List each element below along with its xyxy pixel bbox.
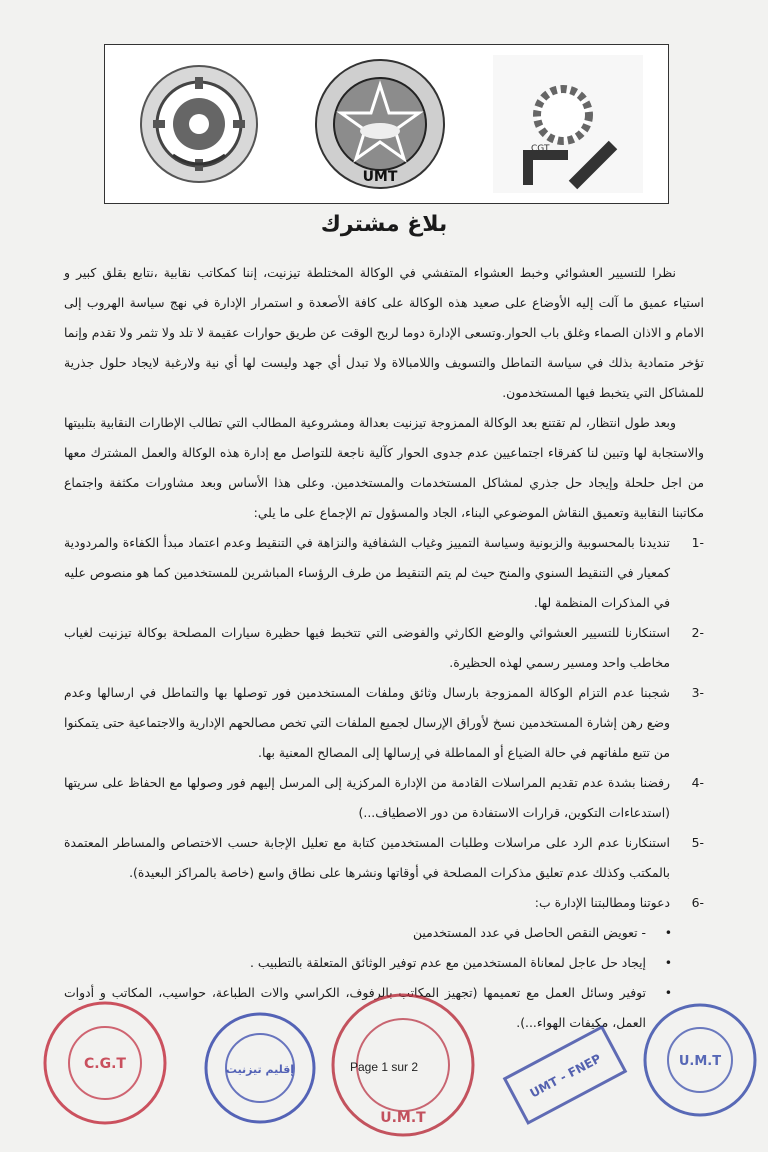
list-item xyxy=(64,528,704,618)
document-title: بلاغ مشترك xyxy=(320,212,448,237)
logo-strip xyxy=(104,44,669,204)
paragraph: نظرا للتسيير العشوائي وخبط العشواء المتفشي في الوكالة المختلطة تيزنيت، إننا كمكاتب نقابية ،نتابع بقلق كبير و استياء عميق ما آلت إليه الأوضاع على صعيد هذه الوكالة على كافة الأصعدة و استمرار الإدارة في نهج سياسة الهروب إلى الامام و الاذان الصماء وغلق باب الحوار.وتسعى الإدارة دوما لربح الوقت عن طريق حوارات عقيمة لا تلد ولا تثمر ولا تقدم وإنما تؤخر متمادية بذلك في سياسة التماطل والتسويف واللامبالاة ولا تبدل أي جهد وليست لها أي نية ولارغبة لايجاد حلول جذرية للمشاكل التي يتخبط فيها المستخدمون. xyxy=(64,265,704,400)
cgt-logo xyxy=(493,55,643,193)
paragraph: وبعد طول انتظار، لم تقتنع بعد الوكالة الممزوجة تيزنيت بعدالة ومشروعية المطالب التي تطالب الإطارات النقابية بتلبيتها والاستجابة لها وتبين لنا كفرقاء اجتماعيين عدم جدوى الحوار كآلية ناجعة للتواصل مع إدارة هذه الوكالة والعمل المشترك معها من اجل حلحلة وإيجاد حل جذري لمشاكل المستخدمات والمستخدمين. وعلى هذا الأساس وبعد مشاورات مكثفة واجتماع مكاتبنا النقابية وتعميق النقاش الموضوعي البناء، الجاد والمسؤول تم الإجماع على ما يلي: xyxy=(64,415,704,520)
bullet-item: • - تعويض النقص الحاصل في عدد المستخدمين xyxy=(64,918,646,948)
svg-text:UMT - FNEP: UMT - FNEP xyxy=(527,1051,604,1101)
fnep-stamp xyxy=(500,1010,630,1140)
list-item xyxy=(64,678,704,768)
list-item xyxy=(64,768,704,828)
item-number: 6- xyxy=(691,895,704,910)
item-text: استنكارنا للتسيير العشوائي والوضع الكارثي والفوضى التي تتخبط فيها حظيرة سيارات المصلحة بوكالة تيزنيت لغياب مخاطب واحد ومسير رسمي لهذه الحظيرة. xyxy=(64,625,670,670)
svg-text:CGT: CGT xyxy=(531,144,550,154)
item-number: 1- xyxy=(691,535,704,550)
item-number: 2- xyxy=(691,625,704,640)
svg-text:إقليم تيزنيت: إقليم تيزنيت xyxy=(225,1063,295,1076)
svg-text:UMT: UMT xyxy=(362,169,398,185)
bullet-item: • إيجاد حل عاجل لمعاناة المستخدمين مع عدم توفير الوثائق المتعلقة بالتطبيب . xyxy=(64,948,646,978)
document-body xyxy=(64,258,704,1038)
cdt-logo xyxy=(133,55,265,193)
item-text: رفضنا بشدة عدم تقديم المراسلات القادمة من الإدارة المركزية إلى المرسل إليهم فور وصولها مع الحفاظ على سريتها (استدعاءات التكوين، قرارات الاستفادة من دور الاصطياف...) xyxy=(64,775,670,820)
bullet-item: • توفير وسائل العمل مع تعميمها (تجهيز المكاتب بالرفوف، الكراسي والات الطباعة، حواسيب، المكاتب و أدوات العمل، مكيفات الهواء...). xyxy=(64,978,646,1038)
item-text: تنديدنا بالمحسوبية والزبونية وسياسة التمييز وغياب الشفافية والنزاهة في التنقيط وعدم اعتماد مبدأ الكفاءة والمردودية كمعيار في التنقيط السنوي والمنح حيث لم يتم التنقيط من طرف الرؤساء المباشرين للمستخدمين كما هو منصوص عليه في المذكرات المنظمة لها. xyxy=(64,535,670,610)
item-number: 5- xyxy=(691,835,704,850)
umt-logo xyxy=(305,55,455,193)
item-number: 3- xyxy=(691,685,704,700)
svg-text:U.M.T: U.M.T xyxy=(380,1110,426,1126)
list-item xyxy=(64,618,704,678)
svg-text:C.G.T: C.G.T xyxy=(84,1056,126,1072)
item-text: استنكارنا عدم الرد على مراسلات وطلبات المستخدمين كتابة مع تعليل الإجابة حسب الاختصاص والمساطر المعتمدة بالمكتب وكذلك عدم تعليق مذكرات المصلحة في أوقاتها ونشرها على نطاق واسع (خاصة بالمراكز البعيدة). xyxy=(64,835,670,880)
list-item xyxy=(64,888,704,918)
page-footer: Page 1 sur 2 xyxy=(349,1060,419,1074)
item-text: دعوتنا ومطالبتنا الإدارة ب: xyxy=(534,895,670,910)
item-text: شجبنا عدم التزام الوكالة الممزوجة بارسال وثائق وملفات المستخدمين فور توصلها بها والتماطل في ارسالها وعدم وضع رهن إشارة المستخدمين نسخ لأوراق الإرسال لجميع الملفات التي تخص مصالحهم الإدارية والاجتماعية حتى يتمكنوا من تتبع ملفاتهم في حالة الضياع أو المماطلة في إرسالها إلى المصالح المعنية بها. xyxy=(64,685,670,760)
svg-text:U.M.T: U.M.T xyxy=(678,1054,722,1069)
list-item xyxy=(64,828,704,888)
item-number: 4- xyxy=(691,775,704,790)
